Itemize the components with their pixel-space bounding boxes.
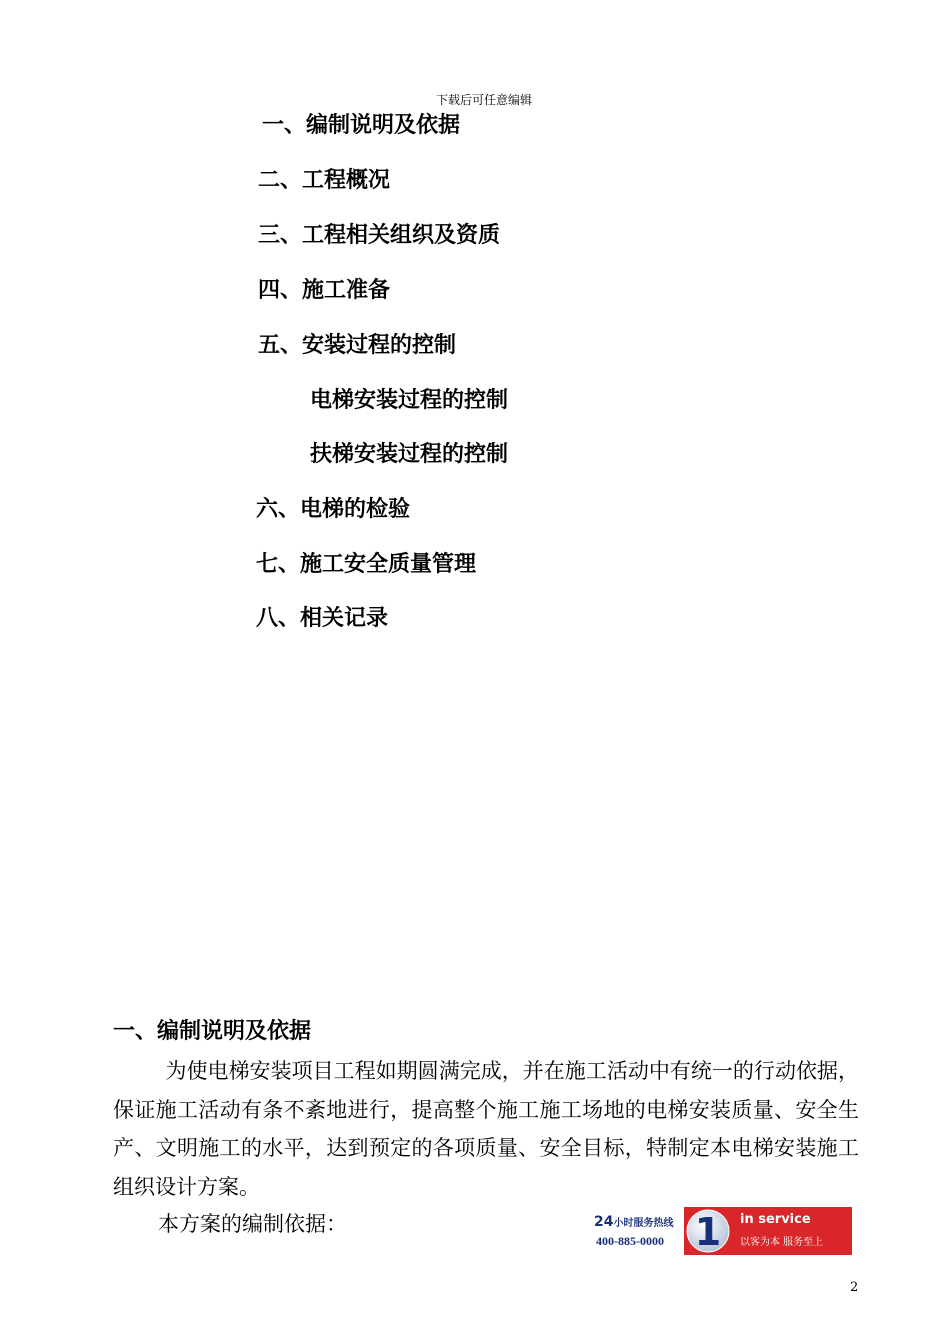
hotline-hours: 24	[594, 1214, 614, 1230]
hotline-block	[588, 1207, 684, 1255]
service-tagline: in service	[740, 1212, 811, 1227]
basis-intro: 本方案的编制依据：	[158, 1212, 347, 1236]
hotline-phone: 400-885-0000	[596, 1234, 664, 1248]
toc-item-4: 四、施工准备	[258, 278, 391, 303]
toc-subitem-escalator: 扶梯安装过程的控制	[310, 442, 509, 467]
service-slogan: 以客为本 服务至上	[740, 1237, 824, 1248]
service-block	[684, 1207, 852, 1255]
section-paragraph: 为使电梯安装项目工程如期圆满完成，并在施工活动中有统一的行动依据，保证施工活动有条不紊地进行，提高整个施工施工场地的电梯安装质量、安全生产、文明施工的水平，达到预定的各项质量、安全目标，特制定本电梯安装施工组织设计方案。	[113, 1059, 859, 1199]
toc-item-6: 六、电梯的检验	[256, 497, 411, 522]
toc-item-2: 二、工程概况	[258, 168, 391, 193]
hotline-text: 小时服务热线	[613, 1218, 674, 1229]
number-one-logo-icon	[686, 1209, 730, 1253]
toc-item-1: 一、编制说明及依据	[262, 113, 461, 138]
toc-item-7: 七、施工安全质量管理	[256, 552, 477, 577]
toc-item-8: 八、相关记录	[256, 606, 389, 631]
toc-item-3: 三、工程相关组织及资质	[258, 223, 501, 248]
service-hotline-banner	[588, 1207, 852, 1255]
section-heading: 一、编制说明及依据	[113, 1019, 312, 1044]
toc-subitem-elevator: 电梯安装过程的控制	[310, 388, 509, 413]
toc-item-5: 五、安装过程的控制	[258, 333, 457, 358]
page-number: 2	[850, 1280, 859, 1295]
header-note: 下载后可任意编辑	[436, 93, 533, 107]
hotline-label	[594, 1214, 673, 1230]
brand-digit: 1	[694, 1210, 722, 1253]
